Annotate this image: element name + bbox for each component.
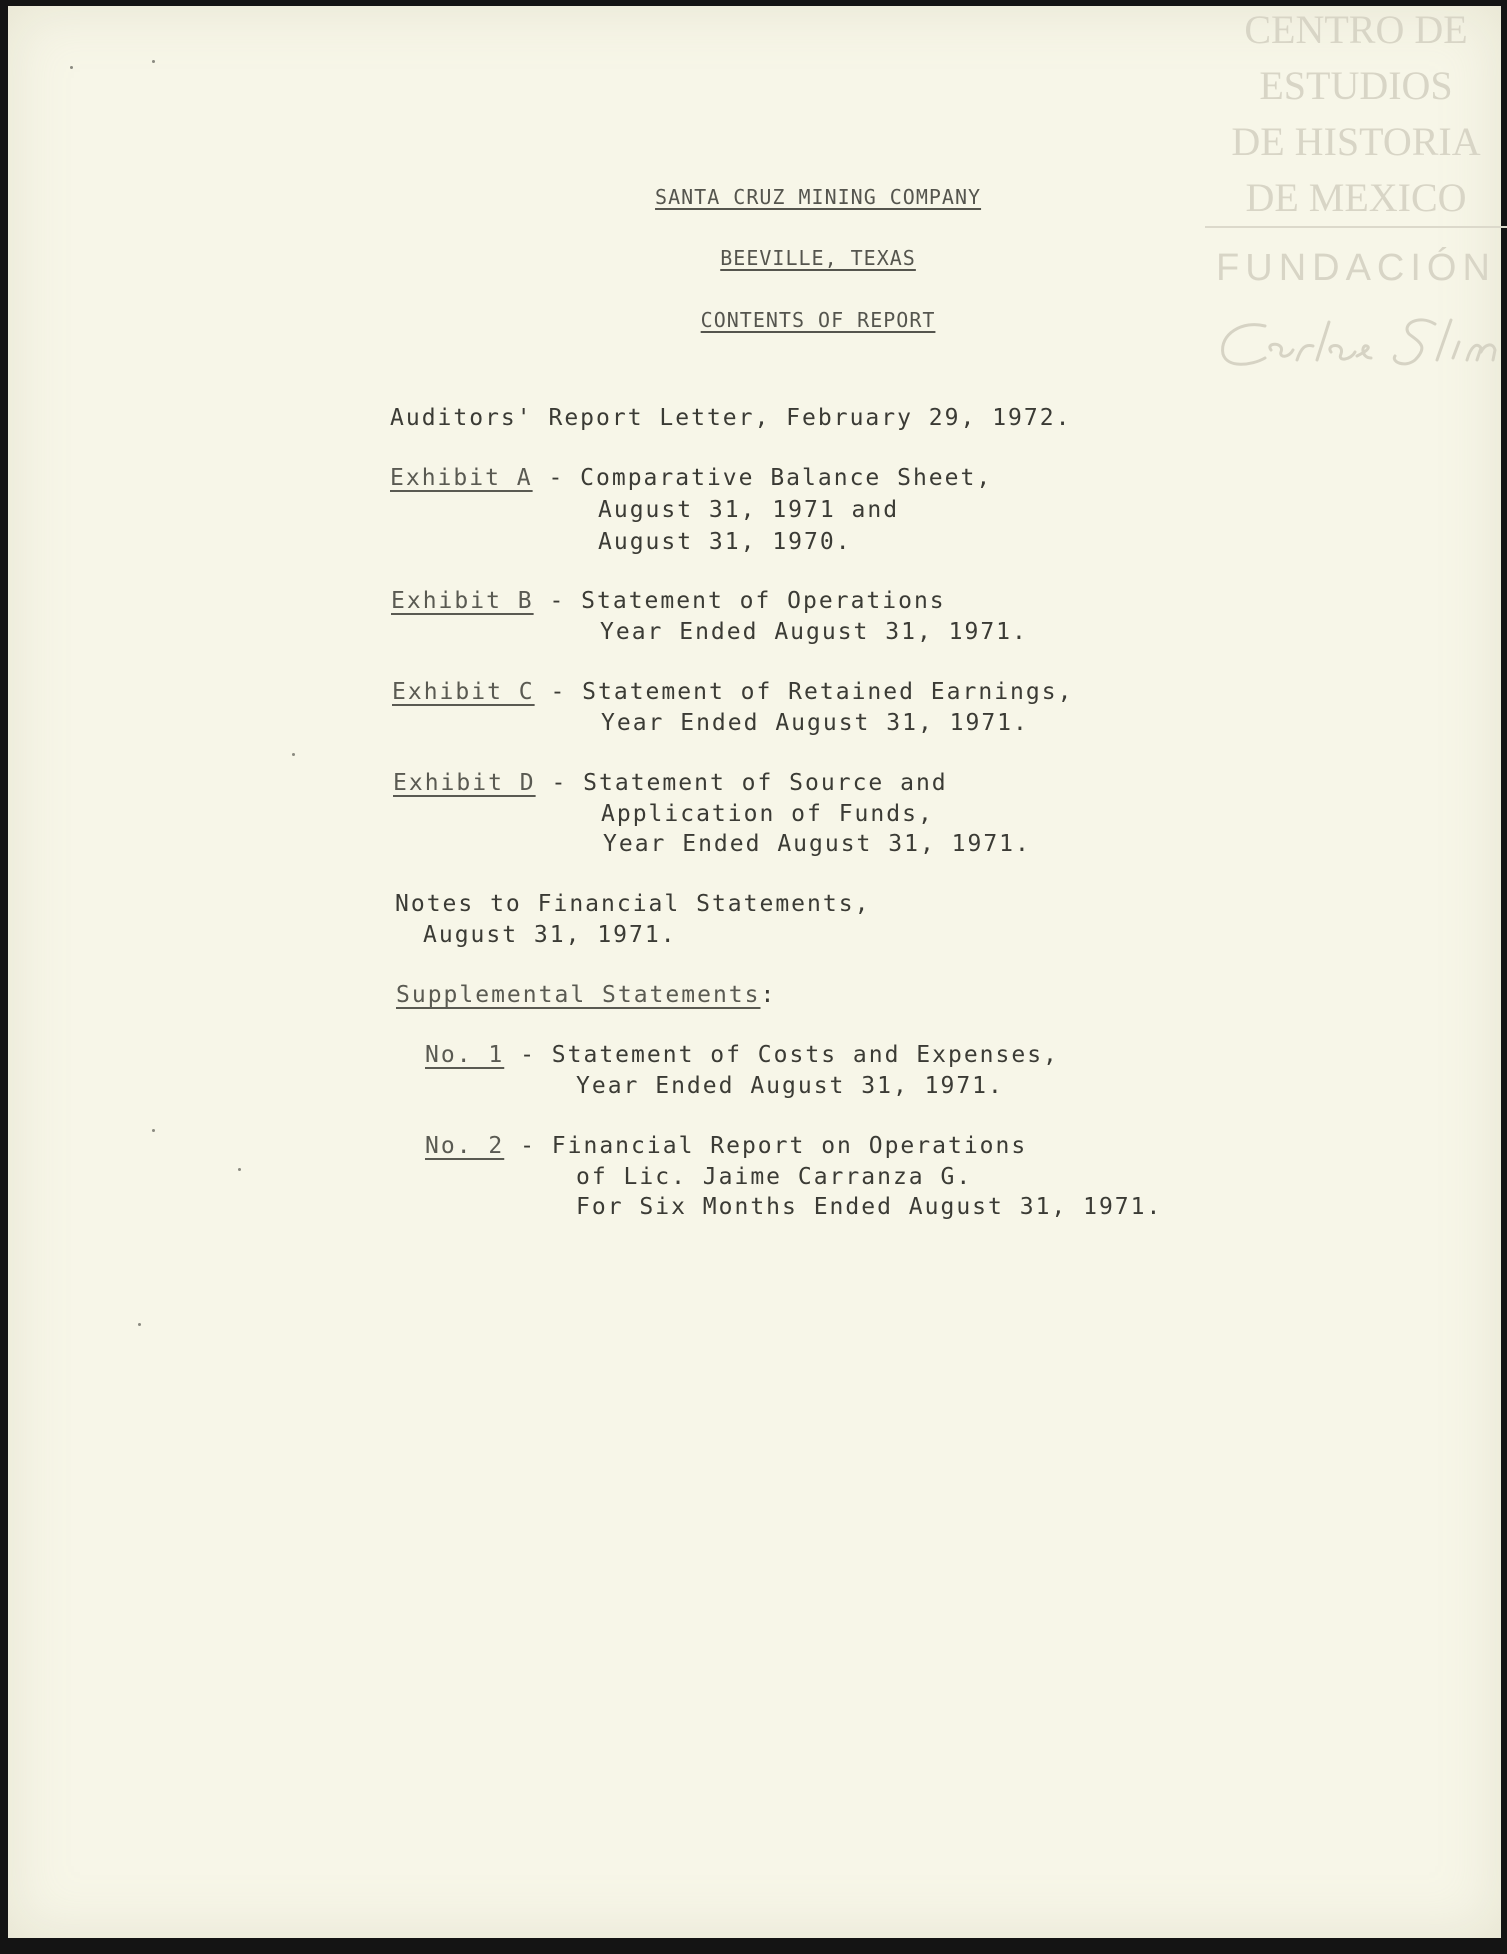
notes-entry: Notes to Financial Statements, <box>395 891 871 917</box>
supplemental-colon: : <box>760 982 777 1008</box>
exhibit-c-entry <box>392 677 1073 707</box>
exhibit-c-label: Exhibit C <box>392 679 535 705</box>
supplemental-no1-line-2: Year Ended August 31, 1971. <box>576 1073 1004 1099</box>
exhibit-b-line-2: Year Ended August 31, 1971. <box>600 619 1028 645</box>
notes-line-2: August 31, 1971. <box>423 922 677 948</box>
paper-speck <box>70 66 73 69</box>
watermark-line-4: DE MEXICO <box>1245 175 1467 220</box>
company-location-text: BEEVILLE, TEXAS <box>720 246 916 270</box>
exhibit-d-label: Exhibit D <box>393 770 536 796</box>
supplemental-label: Supplemental Statements <box>396 982 761 1008</box>
exhibit-a-entry <box>390 463 992 493</box>
supplemental-no1-line-1: - Statement of Costs and Expenses, <box>504 1042 1059 1068</box>
exhibit-d-line-2: Application of Funds, <box>601 801 934 827</box>
exhibit-a-line-2: August 31, 1971 and <box>598 497 900 523</box>
auditors-letter-entry: Auditors' Report Letter, February 29, 1972. <box>390 405 1072 431</box>
company-name <box>0 161 1507 209</box>
supplemental-no2-line-1: - Financial Report on Operations <box>504 1133 1028 1159</box>
exhibit-c-line-2: Year Ended August 31, 1971. <box>601 710 1029 736</box>
watermark-line-3: DE HISTORIA <box>1231 119 1481 164</box>
report-title-text: CONTENTS OF REPORT <box>700 308 936 332</box>
supplemental-no2-label: No. 2 <box>425 1133 505 1159</box>
exhibit-a-line-1: - Comparative Balance Sheet, <box>532 465 993 491</box>
exhibit-d-line-3: Year Ended August 31, 1971. <box>603 831 1031 857</box>
company-location <box>0 222 1507 270</box>
supplemental-no2-line-2: of Lic. Jaime Carranza G. <box>576 1164 973 1190</box>
supplemental-no1-entry <box>425 1040 1059 1070</box>
exhibit-a-label: Exhibit A <box>390 465 533 491</box>
watermark-foundation: FUNDACIÓN <box>1216 247 1496 289</box>
paper-speck <box>238 1168 241 1171</box>
exhibit-d-entry <box>393 768 948 798</box>
exhibit-a-line-3: August 31, 1970. <box>598 529 852 555</box>
paper-speck <box>138 1323 141 1326</box>
exhibit-b-label: Exhibit B <box>391 588 534 614</box>
watermark-line-1: CENTRO DE <box>1244 7 1468 52</box>
exhibit-c-line-1: - Statement of Retained Earnings, <box>534 679 1074 705</box>
company-name-text: SANTA CRUZ MINING COMPANY <box>655 185 982 209</box>
supplemental-no1-label: No. 1 <box>425 1042 505 1068</box>
supplemental-no2-entry <box>425 1131 1027 1161</box>
supplemental-no2-line-3: For Six Months Ended August 31, 1971. <box>576 1194 1163 1220</box>
paper-speck <box>292 753 295 756</box>
supplemental-heading <box>396 980 776 1010</box>
exhibit-b-entry <box>391 586 946 616</box>
paper-speck <box>152 1129 155 1132</box>
exhibit-b-line-1: - Statement of Operations <box>533 588 946 614</box>
exhibit-d-line-1: - Statement of Source and <box>535 770 948 796</box>
watermark-line-2: ESTUDIOS <box>1259 63 1453 108</box>
report-title <box>0 284 1507 332</box>
paper-speck <box>152 60 155 63</box>
